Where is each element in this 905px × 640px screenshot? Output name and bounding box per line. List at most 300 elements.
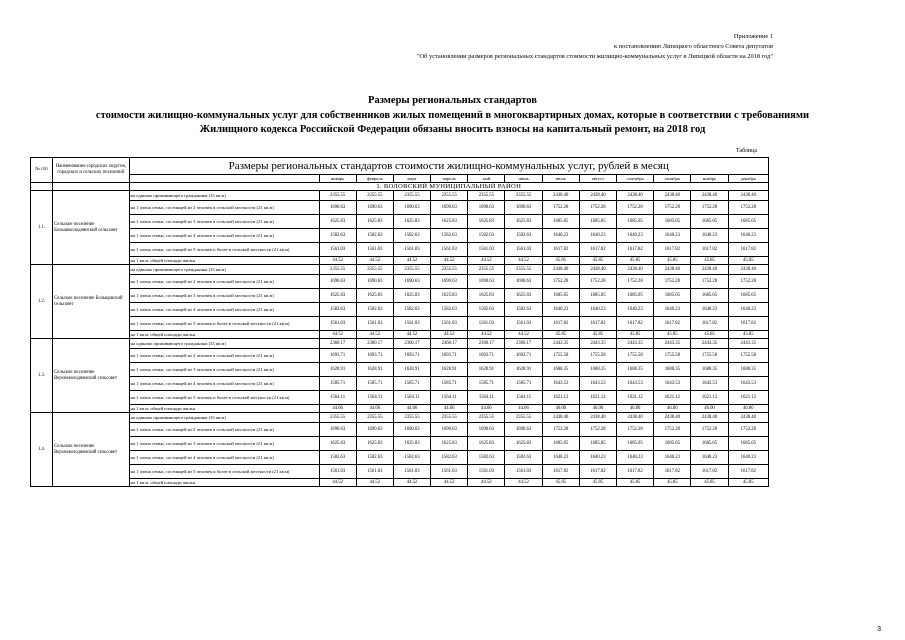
value-cell: 1685.05 — [654, 289, 691, 303]
document-subtitle-text: стоимости жилищно-коммунальных услуг для собственников жилых помещений в многоквартирных домах, которые в соответствии с требованиями Жилищного кодекса Российской Федерации обязаны вносить взносы на капитальный ремонт, на 2018 год — [95, 110, 810, 135]
value-cell: 46.00 — [617, 405, 654, 413]
value-cell: 1561.03 — [468, 465, 505, 479]
table-row — [31, 465, 769, 479]
value-cell: 44.66 — [319, 405, 356, 413]
value-cell: 1561.03 — [319, 243, 356, 257]
month-header: август — [579, 175, 616, 183]
value-cell: 1688.35 — [542, 363, 579, 377]
value-cell: 1561.03 — [431, 465, 468, 479]
value-cell: 2438.40 — [542, 413, 579, 423]
settlement-name: Сельское поселение Верхнеколоднянский сельсовет — [53, 413, 129, 487]
value-cell: 2438.40 — [728, 191, 768, 201]
value-cell: 2355.55 — [468, 265, 505, 275]
value-cell: 1585.71 — [356, 377, 393, 391]
value-cell: 2438.40 — [654, 413, 691, 423]
value-cell: 1752.28 — [728, 201, 768, 215]
district-blank-2 — [53, 183, 129, 191]
header-name: Наименование городских округов, городских и сельских поселений — [53, 158, 129, 183]
value-cell: 1582.63 — [356, 229, 393, 243]
value-cell: 2438.40 — [691, 413, 728, 423]
value-cell: 2360.17 — [393, 339, 430, 349]
value-cell: 1617.82 — [728, 317, 768, 331]
value-cell: 44.52 — [356, 331, 393, 339]
value-cell: 1690.63 — [393, 201, 430, 215]
value-cell: 1628.91 — [319, 363, 356, 377]
value-cell: 2360.17 — [356, 339, 393, 349]
value-cell: 1690.63 — [431, 275, 468, 289]
row-description: на 1 кв.м. общей площади жилья — [129, 257, 319, 265]
value-cell: 1617.82 — [654, 243, 691, 257]
value-cell: 1685.05 — [542, 437, 579, 451]
value-cell: 1640.23 — [691, 451, 728, 465]
value-cell: 44.66 — [468, 405, 505, 413]
row-description: на 1 члена семьи, состоящей из 5 человек и более в сельской местности (21 кв.м) — [129, 317, 319, 331]
table-label: Таблица — [735, 148, 757, 154]
value-cell: 1643.53 — [654, 377, 691, 391]
value-cell: 2355.55 — [468, 413, 505, 423]
value-cell: 2355.55 — [431, 413, 468, 423]
value-cell: 1585.71 — [468, 377, 505, 391]
value-cell: 1685.05 — [654, 215, 691, 229]
value-cell: 2438.40 — [542, 191, 579, 201]
value-cell: 2438.40 — [542, 265, 579, 275]
value-cell: 1621.12 — [728, 391, 768, 405]
value-cell: 1582.63 — [468, 303, 505, 317]
row-description: на 1 члена семьи, состоящей из 2 человек в сельской местности (21 кв.м) — [129, 423, 319, 437]
value-cell: 1752.28 — [691, 275, 728, 289]
row-description: на 1 члена семьи, состоящей из 5 человек и более в сельской местности (21 кв.м) — [129, 391, 319, 405]
table-row — [31, 413, 769, 423]
appendix-note — [417, 32, 773, 62]
value-cell: 1685.05 — [728, 289, 768, 303]
value-cell: 1585.71 — [393, 377, 430, 391]
document-subtitle — [0, 109, 905, 137]
row-description: на одиноко проживающего гражданина (33 кв.м) — [129, 265, 319, 275]
value-cell: 1640.23 — [617, 303, 654, 317]
value-cell: 2438.40 — [654, 191, 691, 201]
value-cell: 45.85 — [654, 257, 691, 265]
value-cell: 1685.05 — [691, 289, 728, 303]
value-cell: 1685.05 — [617, 437, 654, 451]
value-cell: 1640.23 — [617, 451, 654, 465]
month-header: январь — [319, 175, 356, 183]
value-cell: 1625.83 — [505, 289, 542, 303]
row-description: на 1 члена семьи, состоящей из 4 человек в сельской местности (21 кв.м) — [129, 377, 319, 391]
value-cell: 45.85 — [579, 331, 616, 339]
value-cell: 1628.91 — [393, 363, 430, 377]
value-cell: 44.66 — [356, 405, 393, 413]
value-cell: 1582.63 — [319, 229, 356, 243]
value-cell: 2360.17 — [319, 339, 356, 349]
value-cell: 1585.71 — [319, 377, 356, 391]
value-cell: 1640.23 — [728, 229, 768, 243]
value-cell: 1755.58 — [728, 349, 768, 363]
value-cell: 1685.05 — [579, 437, 616, 451]
appendix-line-3: "Об установлении размеров региональных стандартов стоимости жилищно-коммунальных услуг в Липецкой области на 2018 год" — [416, 53, 773, 60]
value-cell: 1582.63 — [468, 229, 505, 243]
row-description: на 1 кв.м. общей площади жилья — [129, 331, 319, 339]
value-cell: 45.85 — [691, 331, 728, 339]
value-cell: 2355.55 — [431, 191, 468, 201]
value-cell: 1582.63 — [431, 303, 468, 317]
value-cell: 44.52 — [356, 257, 393, 265]
table-row — [31, 201, 769, 215]
value-cell: 1617.82 — [579, 317, 616, 331]
row-description: на одиноко проживающего гражданина (33 кв.м) — [129, 339, 319, 349]
value-cell: 45.85 — [542, 257, 579, 265]
value-cell: 1625.83 — [393, 289, 430, 303]
value-cell: 1690.63 — [356, 275, 393, 289]
value-cell: 1561.03 — [505, 317, 542, 331]
value-cell: 1561.03 — [319, 317, 356, 331]
value-cell: 1582.63 — [319, 451, 356, 465]
value-cell: 2443.35 — [579, 339, 616, 349]
value-cell: 1755.58 — [691, 349, 728, 363]
settlement-code: 1.4. — [31, 413, 53, 487]
value-cell: 1628.91 — [505, 363, 542, 377]
value-cell: 46.00 — [542, 405, 579, 413]
value-cell: 1752.28 — [654, 275, 691, 289]
value-cell: 1564.11 — [468, 391, 505, 405]
value-cell: 1685.05 — [579, 289, 616, 303]
value-cell: 44.52 — [319, 331, 356, 339]
value-cell: 1640.23 — [579, 303, 616, 317]
value-cell: 2443.35 — [654, 339, 691, 349]
value-cell: 1685.05 — [617, 289, 654, 303]
table-row — [31, 191, 769, 201]
row-description: на 1 кв.м. общей площади жилья — [129, 479, 319, 487]
value-cell: 1693.71 — [431, 349, 468, 363]
value-cell: 2438.40 — [691, 191, 728, 201]
value-cell: 1625.83 — [468, 215, 505, 229]
value-cell: 1640.23 — [579, 451, 616, 465]
row-description: на 1 члена семьи, состоящей из 4 человек в сельской местности (21 кв.м) — [129, 451, 319, 465]
value-cell: 45.85 — [542, 479, 579, 487]
value-cell: 2360.17 — [468, 339, 505, 349]
value-cell: 1617.82 — [691, 465, 728, 479]
value-cell: 2355.55 — [505, 191, 542, 201]
value-cell: 1690.63 — [356, 201, 393, 215]
table-row — [31, 317, 769, 331]
row-description: на 1 члена семьи, состоящей из 5 человек и более в сельской местности (21 кв.м) — [129, 243, 319, 257]
value-cell: 1690.63 — [468, 275, 505, 289]
value-cell: 1693.71 — [468, 349, 505, 363]
value-cell: 1693.71 — [393, 349, 430, 363]
value-cell: 1690.63 — [431, 201, 468, 215]
value-cell: 1561.03 — [431, 243, 468, 257]
value-cell: 2438.40 — [617, 191, 654, 201]
value-cell: 1625.83 — [393, 437, 430, 451]
value-cell: 1617.82 — [617, 465, 654, 479]
value-cell: 45.85 — [579, 257, 616, 265]
month-header: ноябрь — [691, 175, 728, 183]
value-cell: 1693.71 — [505, 349, 542, 363]
value-cell: 2438.40 — [691, 265, 728, 275]
value-cell: 45.85 — [691, 479, 728, 487]
value-cell: 1752.28 — [617, 275, 654, 289]
month-header: июль — [542, 175, 579, 183]
value-cell: 1582.63 — [505, 303, 542, 317]
row-description: на 1 члена семьи, состоящей из 3 человек в сельской местности (21 кв.м) — [129, 437, 319, 451]
month-header-blank — [129, 175, 319, 183]
value-cell: 2355.55 — [393, 265, 430, 275]
value-cell: 45.85 — [728, 479, 768, 487]
value-cell: 1564.11 — [431, 391, 468, 405]
value-cell: 2355.55 — [431, 265, 468, 275]
value-cell: 1690.63 — [431, 423, 468, 437]
value-cell: 45.85 — [542, 331, 579, 339]
value-cell: 1690.63 — [356, 423, 393, 437]
value-cell: 2438.40 — [579, 191, 616, 201]
value-cell: 1685.05 — [579, 215, 616, 229]
value-cell: 1685.05 — [691, 215, 728, 229]
table-row — [31, 275, 769, 289]
value-cell: 1625.83 — [356, 289, 393, 303]
value-cell: 1564.11 — [393, 391, 430, 405]
value-cell: 44.52 — [505, 479, 542, 487]
value-cell: 1617.82 — [728, 465, 768, 479]
value-cell: 1617.82 — [542, 465, 579, 479]
value-cell: 46.00 — [654, 405, 691, 413]
table-row — [31, 437, 769, 451]
appendix-line-2: к постановлению Липецкого областного Совета депутатов — [613, 43, 773, 50]
value-cell: 1625.83 — [319, 215, 356, 229]
value-cell: 2355.55 — [468, 191, 505, 201]
settlement-code: 1.1. — [31, 191, 53, 265]
value-cell: 1688.35 — [617, 363, 654, 377]
value-cell: 2360.17 — [505, 339, 542, 349]
standards-table — [30, 157, 769, 487]
value-cell: 1685.05 — [728, 215, 768, 229]
value-cell: 1564.11 — [505, 391, 542, 405]
value-cell: 1625.83 — [393, 215, 430, 229]
value-cell: 1617.82 — [728, 243, 768, 257]
value-cell: 1688.35 — [728, 363, 768, 377]
appendix-line-1: Приложение 1 — [733, 33, 773, 40]
value-cell: 1690.63 — [468, 423, 505, 437]
value-cell: 45.85 — [691, 257, 728, 265]
value-cell: 1561.03 — [431, 317, 468, 331]
value-cell: 2355.55 — [393, 413, 430, 423]
settlement-code: 1.3. — [31, 339, 53, 413]
value-cell: 1617.82 — [691, 317, 728, 331]
table-row — [31, 423, 769, 437]
row-description: на 1 члена семьи, состоящей из 2 человек в сельской местности (21 кв.м) — [129, 275, 319, 289]
value-cell: 1561.03 — [505, 465, 542, 479]
row-description: на 1 члена семьи, состоящей из 3 человек в сельской местности (21 кв.м) — [129, 363, 319, 377]
value-cell: 1752.28 — [654, 423, 691, 437]
value-cell: 1685.05 — [617, 215, 654, 229]
value-cell: 1582.63 — [431, 229, 468, 243]
value-cell: 1621.12 — [654, 391, 691, 405]
month-header: май — [468, 175, 505, 183]
value-cell: 2438.40 — [654, 265, 691, 275]
value-cell: 1690.63 — [319, 423, 356, 437]
value-cell: 2355.55 — [319, 191, 356, 201]
row-description: на одиноко проживающего гражданина (33 кв.м) — [129, 413, 319, 423]
value-cell: 1582.63 — [505, 229, 542, 243]
value-cell: 45.85 — [579, 479, 616, 487]
value-cell: 1640.23 — [654, 229, 691, 243]
value-cell: 1561.03 — [468, 243, 505, 257]
value-cell: 46.00 — [579, 405, 616, 413]
value-cell: 1621.12 — [579, 391, 616, 405]
value-cell: 45.85 — [654, 331, 691, 339]
value-cell: 44.52 — [319, 479, 356, 487]
value-cell: 1617.82 — [617, 243, 654, 257]
value-cell: 44.52 — [393, 331, 430, 339]
settlement-name: Сельское поселение Верхнеколоднянский сельсовет — [53, 339, 129, 413]
value-cell: 1628.91 — [431, 363, 468, 377]
table-row — [31, 229, 769, 243]
value-cell: 1561.03 — [393, 465, 430, 479]
table-row — [31, 405, 769, 413]
table-row — [31, 339, 769, 349]
month-header: сентябрь — [617, 175, 654, 183]
value-cell: 2355.55 — [319, 265, 356, 275]
month-header: март — [393, 175, 430, 183]
value-cell: 2443.35 — [617, 339, 654, 349]
value-cell: 1621.12 — [617, 391, 654, 405]
value-cell: 1755.58 — [617, 349, 654, 363]
value-cell: 1617.82 — [579, 465, 616, 479]
value-cell: 45.85 — [654, 479, 691, 487]
value-cell: 45.85 — [617, 331, 654, 339]
table-row — [31, 363, 769, 377]
value-cell: 2355.55 — [356, 413, 393, 423]
value-cell: 1643.53 — [617, 377, 654, 391]
value-cell: 1752.28 — [617, 201, 654, 215]
value-cell: 46.00 — [728, 405, 768, 413]
value-cell: 1582.63 — [356, 451, 393, 465]
value-cell: 1690.63 — [319, 275, 356, 289]
value-cell: 44.52 — [431, 257, 468, 265]
value-cell: 1752.28 — [728, 423, 768, 437]
value-cell: 1685.05 — [728, 437, 768, 451]
district-blank-1 — [31, 183, 53, 191]
value-cell: 1564.11 — [356, 391, 393, 405]
value-cell: 1752.28 — [579, 201, 616, 215]
value-cell: 1561.03 — [505, 243, 542, 257]
value-cell: 1640.23 — [579, 229, 616, 243]
value-cell: 1643.53 — [542, 377, 579, 391]
value-cell: 1617.82 — [691, 243, 728, 257]
header-num: № п/п — [31, 158, 53, 183]
table-row — [31, 349, 769, 363]
value-cell: 44.52 — [505, 331, 542, 339]
district-name: 1. ВОЛОВСКИЙ МУНИЦИПАЛЬНЫЙ РАЙОН — [129, 183, 768, 191]
value-cell: 1585.71 — [505, 377, 542, 391]
value-cell: 2355.55 — [393, 191, 430, 201]
value-cell: 1628.91 — [468, 363, 505, 377]
table-row — [31, 289, 769, 303]
value-cell: 1752.28 — [617, 423, 654, 437]
value-cell: 1640.23 — [728, 451, 768, 465]
value-cell: 1582.63 — [393, 303, 430, 317]
value-cell: 1625.83 — [319, 437, 356, 451]
value-cell: 1625.83 — [468, 437, 505, 451]
value-cell: 1685.05 — [542, 215, 579, 229]
value-cell: 2438.40 — [728, 265, 768, 275]
value-cell: 2355.55 — [356, 265, 393, 275]
value-cell: 2355.55 — [505, 413, 542, 423]
value-cell: 45.85 — [728, 331, 768, 339]
value-cell: 2438.40 — [617, 265, 654, 275]
value-cell: 44.66 — [505, 405, 542, 413]
month-header: октябрь — [654, 175, 691, 183]
value-cell: 44.52 — [468, 257, 505, 265]
row-description: на 1 члена семьи, состоящей из 3 человек в сельской местности (21 кв.м) — [129, 289, 319, 303]
value-cell: 1617.82 — [542, 317, 579, 331]
value-cell: 2438.40 — [728, 413, 768, 423]
value-cell: 1752.28 — [542, 423, 579, 437]
value-cell: 1561.03 — [393, 317, 430, 331]
table-row — [31, 243, 769, 257]
value-cell: 1640.23 — [728, 303, 768, 317]
value-cell: 1625.83 — [431, 437, 468, 451]
value-cell: 1617.82 — [579, 243, 616, 257]
value-cell: 1640.23 — [654, 451, 691, 465]
value-cell: 44.52 — [505, 257, 542, 265]
table-row — [31, 215, 769, 229]
month-header-row — [31, 175, 769, 183]
district-row — [31, 183, 769, 191]
value-cell: 1625.83 — [356, 215, 393, 229]
value-cell: 1625.83 — [468, 289, 505, 303]
value-cell: 45.85 — [617, 479, 654, 487]
table-row — [31, 479, 769, 487]
table-row — [31, 391, 769, 405]
value-cell: 1582.63 — [431, 451, 468, 465]
table-row — [31, 257, 769, 265]
month-header: июнь — [505, 175, 542, 183]
value-cell: 44.52 — [393, 257, 430, 265]
settlement-name: Сельское поселение Большеколоднянский сельсовет — [53, 191, 129, 265]
value-cell: 1688.35 — [691, 363, 728, 377]
month-header: апрель — [431, 175, 468, 183]
value-cell: 1752.28 — [691, 201, 728, 215]
value-cell: 2360.17 — [431, 339, 468, 349]
value-cell: 1561.03 — [319, 465, 356, 479]
value-cell: 1752.28 — [654, 201, 691, 215]
value-cell: 1690.63 — [468, 201, 505, 215]
value-cell: 1643.53 — [691, 377, 728, 391]
table-row — [31, 265, 769, 275]
value-cell: 44.66 — [431, 405, 468, 413]
value-cell: 2443.35 — [728, 339, 768, 349]
value-cell: 1582.63 — [356, 303, 393, 317]
value-cell: 1561.03 — [468, 317, 505, 331]
value-cell: 44.52 — [468, 479, 505, 487]
value-cell: 44.52 — [431, 331, 468, 339]
value-cell: 1625.83 — [431, 215, 468, 229]
value-cell: 2438.40 — [617, 413, 654, 423]
value-cell: 1690.63 — [505, 423, 542, 437]
table-row — [31, 303, 769, 317]
value-cell: 1640.23 — [542, 451, 579, 465]
value-cell: 45.85 — [728, 257, 768, 265]
value-cell: 1688.35 — [579, 363, 616, 377]
table-row — [31, 331, 769, 339]
row-description: на 1 члена семьи, состоящей из 2 человек в сельской местности (21 кв.м) — [129, 201, 319, 215]
value-cell: 1582.63 — [393, 229, 430, 243]
value-cell: 1688.35 — [654, 363, 691, 377]
value-cell: 1640.23 — [542, 229, 579, 243]
value-cell: 1628.91 — [356, 363, 393, 377]
value-cell: 1640.23 — [617, 229, 654, 243]
row-description: на 1 кв.м. общей площади жилья — [129, 405, 319, 413]
value-cell: 1617.82 — [542, 243, 579, 257]
